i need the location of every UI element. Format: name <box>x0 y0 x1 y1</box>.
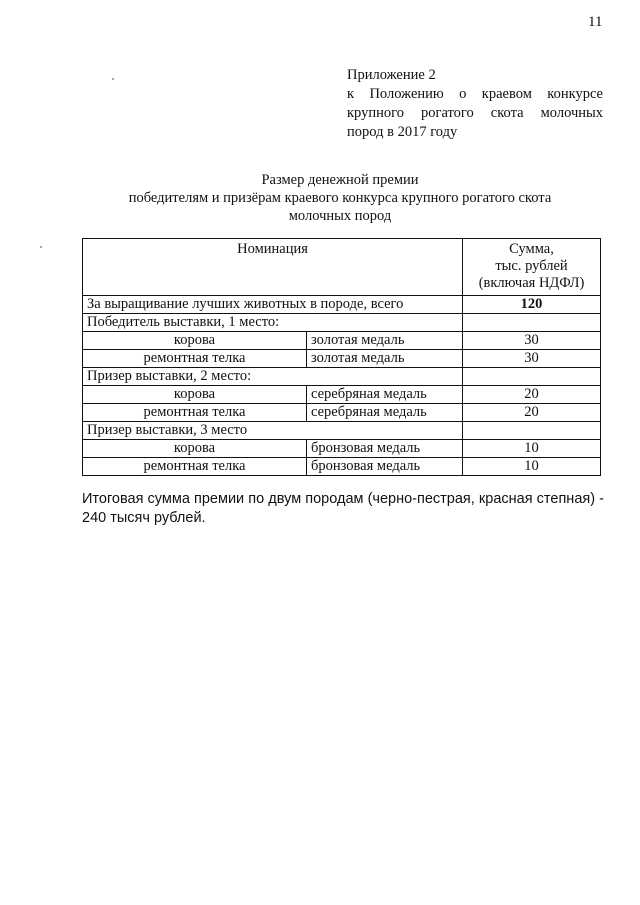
page-number: 11 <box>588 14 603 30</box>
table-row-group <box>83 368 601 386</box>
table-row <box>83 332 601 350</box>
title-line: победителям и призёрам краевого конкурса крупного рогатого скота <box>128 190 552 206</box>
medal-cell: серебряная медаль <box>307 404 463 422</box>
value-cell: 30 <box>463 350 601 368</box>
empty-cell <box>463 368 601 386</box>
medal-cell: бронзовая медаль <box>307 440 463 458</box>
title-line: молочных пород <box>288 208 392 224</box>
value-cell: 30 <box>463 332 601 350</box>
header-sum-line: тыс. рублей <box>495 258 568 274</box>
total-label: За выращивание лучших животных в породе, всего <box>83 296 463 314</box>
animal-cell: ремонтная телка <box>83 350 307 368</box>
scan-speck <box>112 78 114 80</box>
group-title: Призер выставки, 3 место <box>83 422 463 440</box>
animal-cell: корова <box>83 440 307 458</box>
table-header-row <box>83 239 601 296</box>
group-title: Победитель выставки, 1 место: <box>83 314 463 332</box>
summary-paragraph: Итоговая сумма премии по двум породам (черно-пестрая, красная степная) - 240 тысяч рублей. <box>82 491 604 526</box>
value-cell: 10 <box>463 458 601 476</box>
title-line: Размер денежной премии <box>261 172 419 188</box>
value-cell: 20 <box>463 386 601 404</box>
scan-speck <box>40 246 42 248</box>
table-row <box>83 386 601 404</box>
empty-cell <box>463 314 601 332</box>
value-cell: 10 <box>463 440 601 458</box>
attachment-line: крупного рогатого скота молочных <box>347 105 603 121</box>
table-row-total <box>83 296 601 314</box>
animal-cell: корова <box>83 386 307 404</box>
animal-cell: корова <box>83 332 307 350</box>
medal-cell: золотая медаль <box>307 332 463 350</box>
document-title <box>80 171 600 225</box>
animal-cell: ремонтная телка <box>83 404 307 422</box>
medal-cell: бронзовая медаль <box>307 458 463 476</box>
table-row <box>83 458 601 476</box>
group-title: Призер выставки, 2 место: <box>83 368 463 386</box>
table-row <box>83 404 601 422</box>
attachment-note <box>347 66 603 142</box>
empty-cell <box>463 422 601 440</box>
header-sum <box>463 239 601 296</box>
attachment-line: к Положению о краевом конкурсе <box>347 86 603 102</box>
table-row-group <box>83 314 601 332</box>
table-row-group <box>83 422 601 440</box>
awards-table <box>82 238 601 476</box>
attachment-line: Приложение 2 <box>347 67 436 83</box>
medal-cell: серебряная медаль <box>307 386 463 404</box>
animal-cell: ремонтная телка <box>83 458 307 476</box>
header-sum-line: (включая НДФЛ) <box>478 275 585 291</box>
attachment-line: пород в 2017 году <box>347 124 458 140</box>
table-row <box>83 440 601 458</box>
value-cell: 20 <box>463 404 601 422</box>
table-row <box>83 350 601 368</box>
medal-cell: золотая медаль <box>307 350 463 368</box>
header-sum-line: Сумма, <box>509 241 554 257</box>
total-value: 120 <box>463 296 601 314</box>
header-nomination: Номинация <box>83 239 463 296</box>
